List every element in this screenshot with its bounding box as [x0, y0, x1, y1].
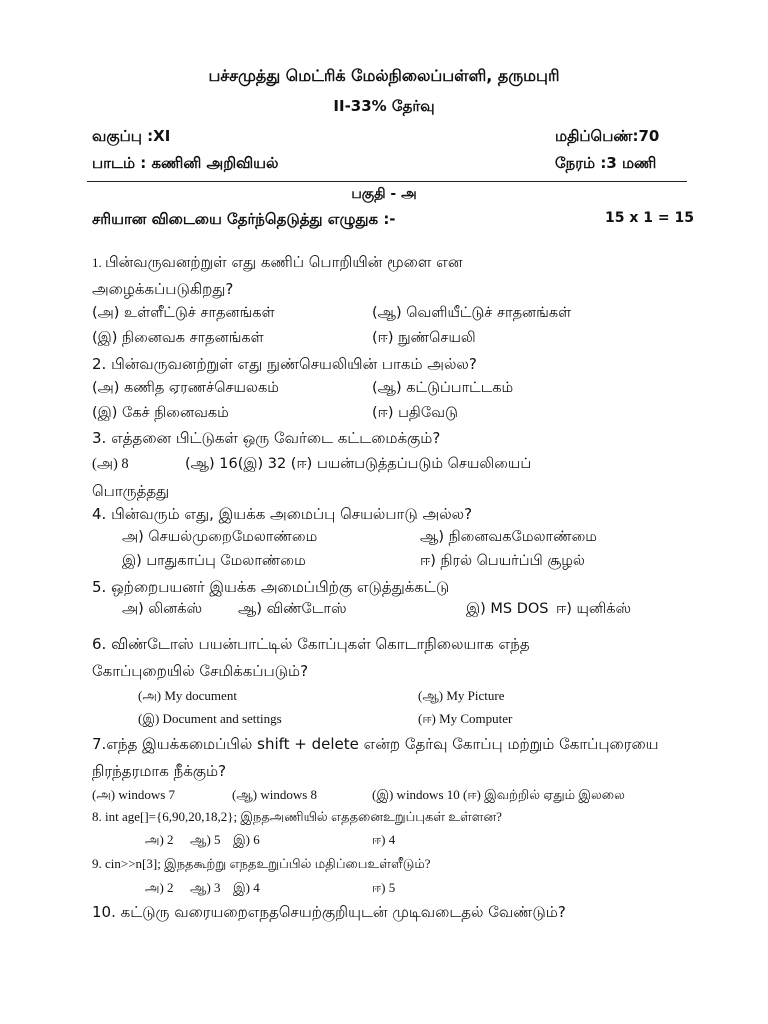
question-7-line2: நிரந்தரமாக நீக்கும்?: [92, 762, 227, 780]
question-2-option-d: (ஈ) பதிவேடு: [372, 405, 458, 421]
question-9-option-d: ஈ) 5: [372, 880, 396, 895]
question-3-options-bcd: (ஆ) 16(இ) 32 (ஈ) பயன்படுத்தப்படும் செயலியைப்: [185, 456, 532, 472]
question-6-line2: கோப்புறையில் சேமிக்கப்படும்?: [92, 662, 309, 680]
question-4-option-b: ஆ) நினைவகமேலாண்மை: [420, 529, 597, 545]
question-3-option-a: (அ) 8: [92, 456, 129, 472]
question-8-option-a: அ) 2: [145, 832, 174, 847]
question-2-option-c: (இ) கேச் நினைவகம்: [92, 405, 229, 421]
question-2-option-b: (ஆ) கட்டுப்பாட்டகம்: [372, 380, 514, 396]
question-7: 7.எந்த இயக்கமைப்பில் shift + delete என்ற தேர்வு கோப்பு மற்றும் கோப்புரையை: [92, 735, 659, 753]
question-6-option-d: (ஈ) My Computer: [418, 711, 513, 726]
question-6-option-c: (இ) Document and settings: [138, 711, 282, 726]
question-8-option-d: ஈ) 4: [372, 832, 396, 847]
question-8-option-c: இ) 6: [233, 832, 260, 847]
question-5-option-a: அ) லினக்ஸ்: [122, 601, 203, 617]
question-3-line3: பொருத்தது: [92, 482, 170, 500]
question-8-option-b: ஆ) 5: [190, 832, 221, 847]
header-divider: [87, 181, 687, 182]
school-name: பச்சமுத்து மெட்ரிக் மேல்நிலைப்பள்ளி, தருமபுரி: [208, 66, 560, 85]
section-marks: 15 x 1 = 15: [605, 210, 694, 226]
question-10: 10. கட்டுரு வரையறைஎநதசெயற்குறியுடன் முடிவடைதல் வேண்டும்?: [92, 903, 566, 921]
question-1-line2: அழைக்கப்படுகிறது?: [92, 280, 234, 298]
question-6: 6. விண்டோஸ் பயன்பாட்டில் கோப்புகள் கொடாநிலையாக எந்த: [92, 635, 530, 653]
question-1-option-b: (ஆ) வெளியீட்டுச் சாதனங்கள்: [372, 305, 572, 321]
question-9-option-b: ஆ) 3: [190, 880, 221, 895]
question-1-text: பின்வருவனற்றுள் எது கணிப் பொறியின் மூளை என: [105, 253, 463, 271]
question-4-option-c: இ) பாதுகாப்பு மேலாண்மை: [122, 553, 306, 569]
question-2: 2. பின்வருவனற்றுள் எது நுண்செயலியின் பாகம் அல்ல?: [92, 355, 477, 373]
time-label: நேரம் :3 மணி: [555, 154, 657, 172]
section-title: பகுதி - அ: [351, 186, 417, 202]
question-9: 9. cin>>n[3]; இநதகூற்று எநதஉறுப்பில் மதிப்பைஉள்ளீடும்?: [92, 856, 431, 871]
marks-label: மதிப்பெண்:70: [555, 127, 660, 145]
subject-label: பாடம் : கணினி அறிவியல்: [92, 154, 279, 172]
section-instruction: சரியான விடையை தேர்ந்தெடுத்து எழுதுக :-: [92, 210, 396, 228]
question-8: 8. int age[]={6,90,20,18,2}; இநதஅணியில் எததனைஉறுப்புகள் உள்ளன?: [92, 809, 502, 824]
question-5-option-b: ஆ) விண்டோஸ்: [238, 601, 347, 617]
question-4-option-d: ஈ) நிரல் பெயர்ப்பி சூழல்: [420, 553, 585, 569]
question-9-option-c: இ) 4: [233, 880, 260, 895]
exam-title: II-33% தேர்வு: [333, 97, 435, 115]
question-7-option-a: (அ) windows 7: [92, 787, 176, 802]
question-6-option-b: (ஆ) My Picture: [418, 688, 505, 703]
question-3: 3. எத்தனை பிட்டுகள் ஒரு வேர்டை கட்டமைக்கும்?: [92, 429, 441, 447]
question-5-option-c: இ) MS DOS: [466, 601, 549, 617]
question-4: 4. பின்வரும் எது, இயக்க அமைப்பு செயல்பாடு அல்ல?: [92, 505, 473, 523]
question-4-option-a: அ) செயல்முறைமேலாண்மை: [122, 529, 318, 545]
question-1-option-a: (அ) உள்ளீட்டுச் சாதனங்கள்: [92, 305, 275, 321]
question-7-option-b: (ஆ) windows 8: [232, 787, 318, 802]
question-6-option-a: (அ) My document: [138, 688, 237, 703]
class-label: வகுப்பு :XI: [92, 127, 171, 145]
question-9-option-a: அ) 2: [145, 880, 174, 895]
question-1: 1. பின்வருவனற்றுள் எது கணிப் பொறியின் மூளை என: [92, 253, 463, 271]
question-2-option-a: (அ) கணித ஏரணச்செயலகம்: [92, 380, 279, 396]
question-1-option-d: (ஈ) நுண்செயலி: [372, 330, 476, 346]
question-1-option-c: (இ) நினைவக சாதனங்கள்: [92, 330, 264, 346]
question-5-option-d: ஈ) யுனிக்ஸ்: [556, 601, 632, 617]
question-7-options-cd: (இ) windows 10 (ஈ) இவற்றில் ஏதும் இலலை: [372, 787, 625, 802]
question-5: 5. ஒற்றைபயனர் இயக்க அமைப்பிற்கு எடுத்துக்கட்டு: [92, 578, 450, 596]
